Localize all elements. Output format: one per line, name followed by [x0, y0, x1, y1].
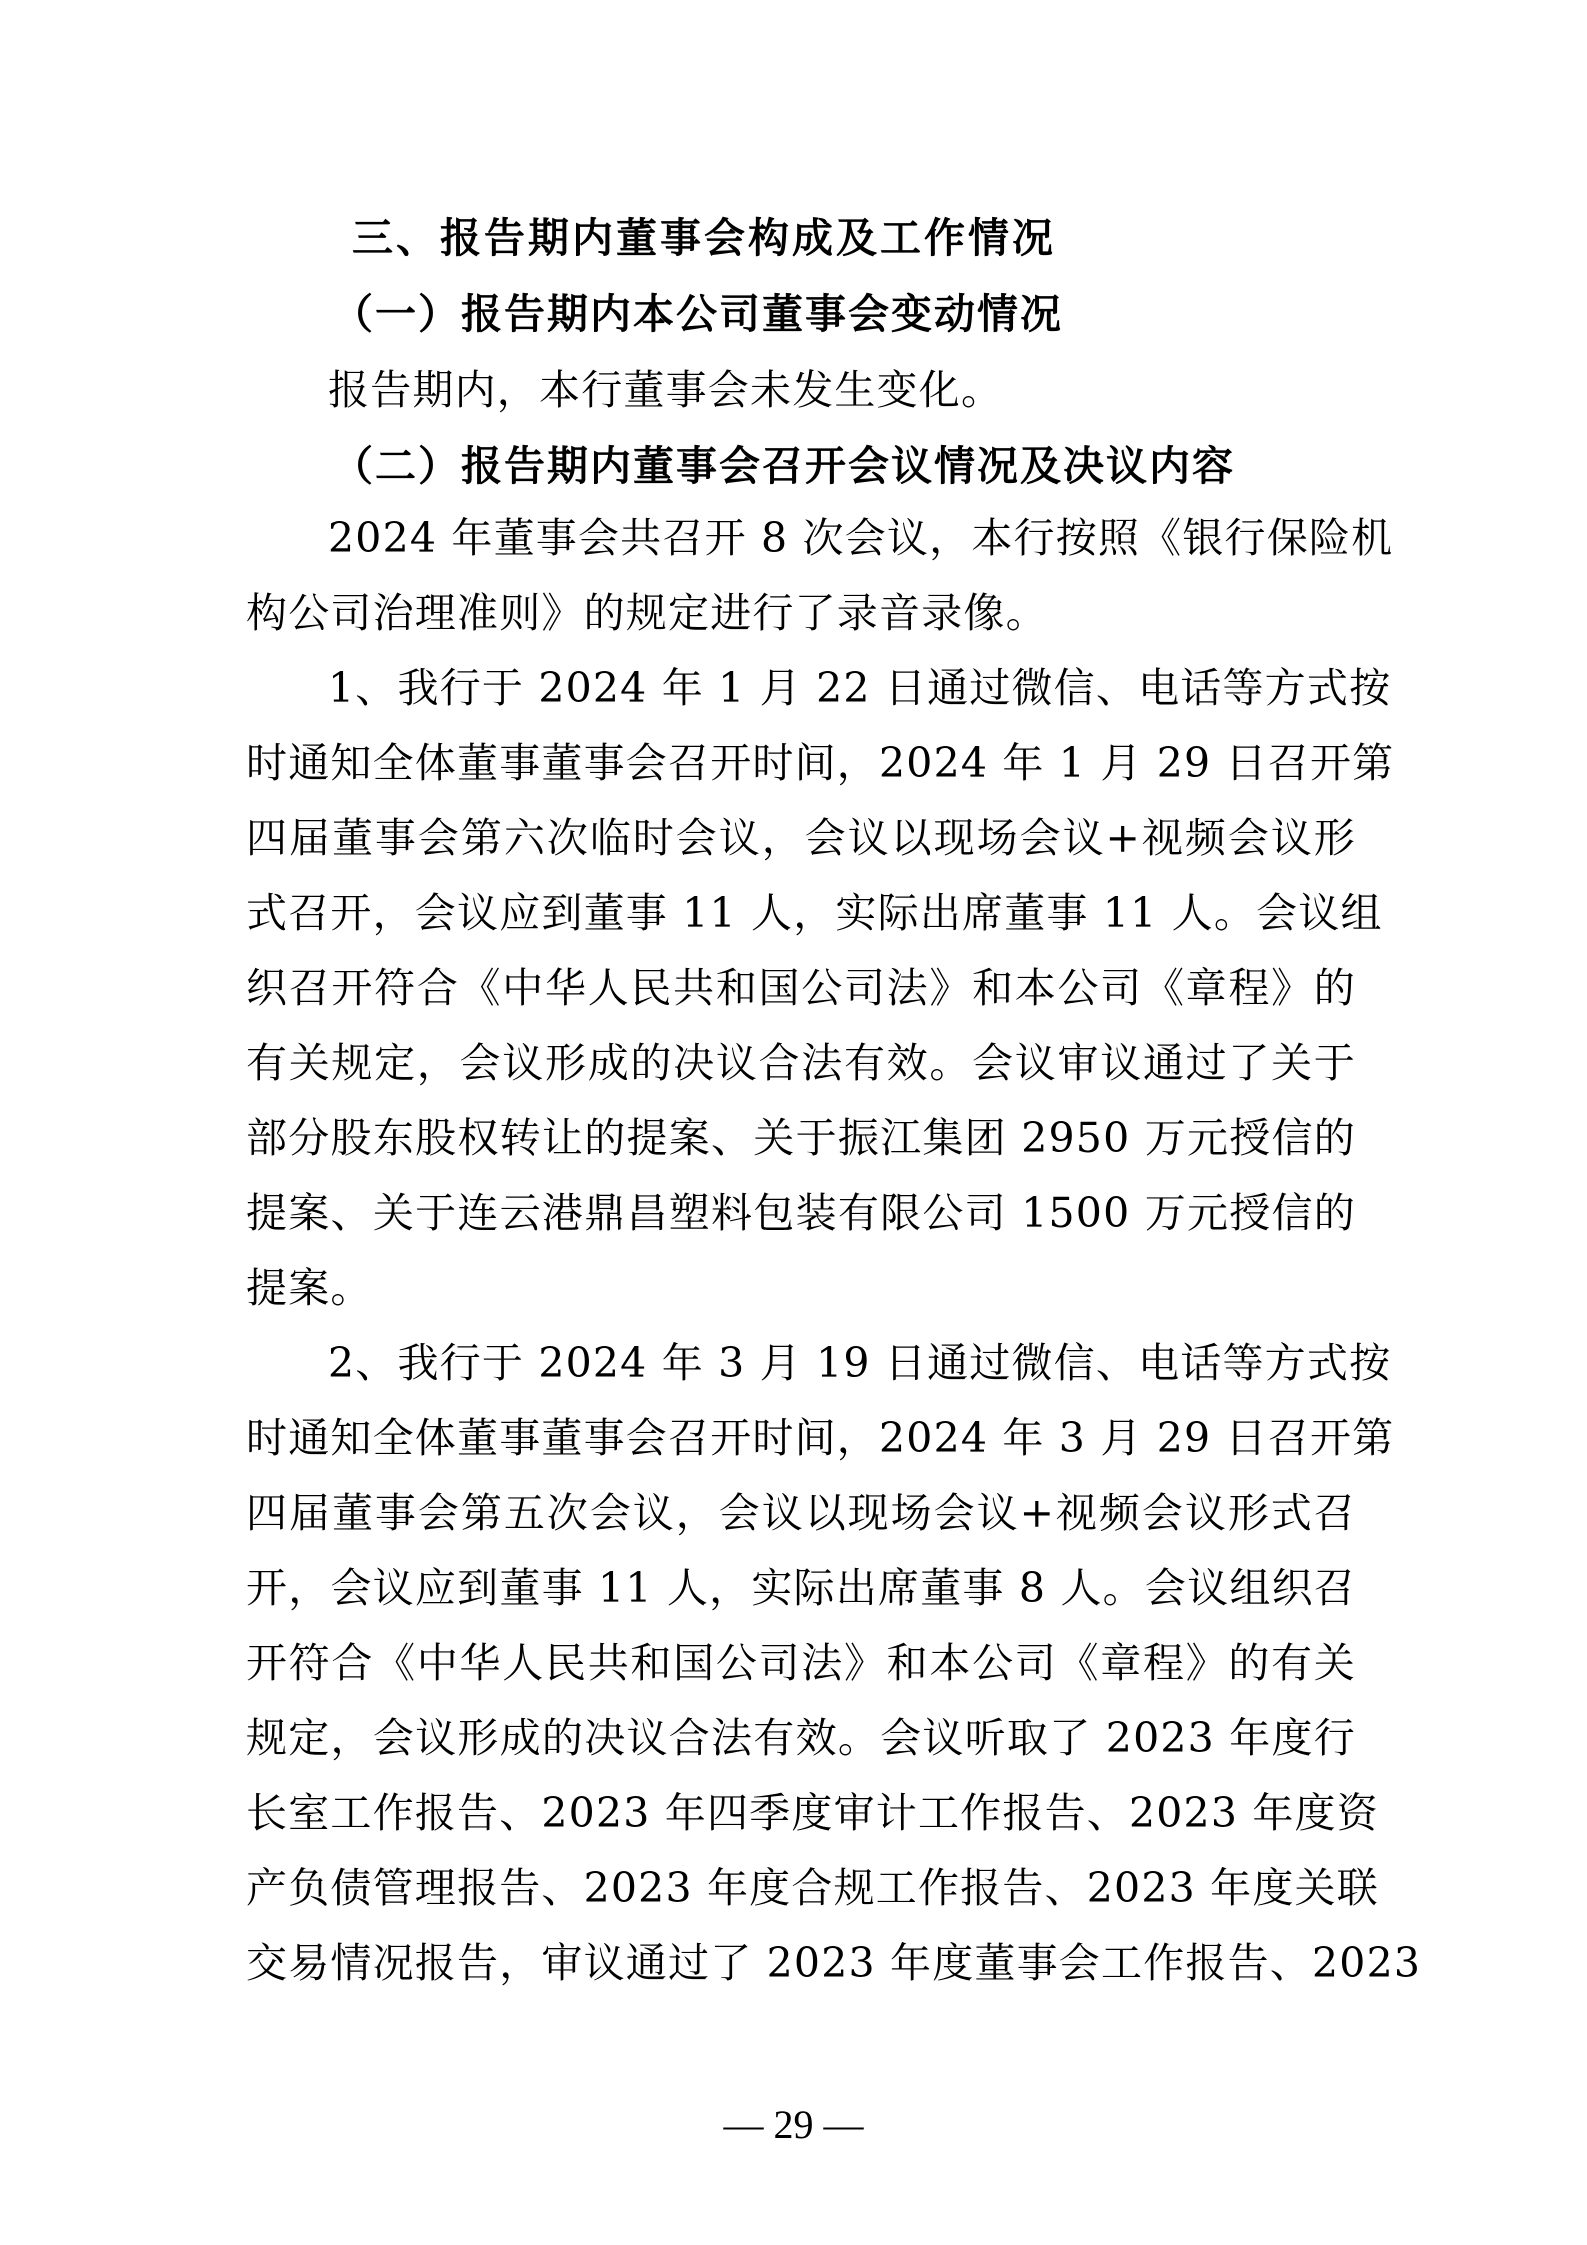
intro-line: 构公司治理准则》的规定进行了录音录像。 — [246, 589, 1048, 637]
item2-line: 长室工作报告、2023 年四季度审计工作报告、2023 年度资 — [246, 1789, 1379, 1837]
item1-line: 有关规定，会议形成的决议合法有效。会议审议通过了关于 — [246, 1039, 1356, 1087]
item1-line: 四届董事会第六次临时会议，会议以现场会议+视频会议形 — [246, 814, 1356, 862]
subsection-heading-1: （一）报告期内本公司董事会变动情况 — [332, 290, 1063, 338]
item1-line: 织召开符合《中华人民共和国公司法》和本公司《章程》的 — [246, 964, 1356, 1012]
item2-line: 规定，会议形成的决议合法有效。会议听取了 2023 年度行 — [246, 1714, 1356, 1762]
paragraph-board-changes: 报告期内，本行董事会未发生变化。 — [328, 366, 1004, 414]
item1-line: 部分股东股权转让的提案、关于振江集团 2950 万元授信的 — [246, 1114, 1356, 1162]
item2-line: 开，会议应到董事 11 人，实际出席董事 8 人。会议组织召 — [246, 1564, 1356, 1612]
item2-line: 时通知全体董事董事会召开时间，2024 年 3 月 29 日召开第 — [246, 1414, 1395, 1462]
page-number: — 29 — — [723, 2102, 864, 2147]
item1-line: 时通知全体董事董事会召开时间，2024 年 1 月 29 日召开第 — [246, 739, 1395, 787]
subsection-heading-2: （二）报告期内董事会召开会议情况及决议内容 — [332, 442, 1235, 490]
section-heading: 三、报告期内董事会构成及工作情况 — [352, 214, 1056, 262]
item1-line: 1、我行于 2024 年 1 月 22 日通过微信、电话等方式按 — [328, 664, 1392, 712]
item2-line: 2、我行于 2024 年 3 月 19 日通过微信、电话等方式按 — [328, 1339, 1392, 1387]
item2-line: 交易情况报告，审议通过了 2023 年度董事会工作报告、2023 — [246, 1939, 1422, 1987]
item1-line: 式召开，会议应到董事 11 人，实际出席董事 11 人。会议组 — [246, 889, 1383, 937]
intro-line: 2024 年董事会共召开 8 次会议，本行按照《银行保险机 — [328, 514, 1394, 562]
item2-line: 产负债管理报告、2023 年度合规工作报告、2023 年度关联 — [246, 1864, 1379, 1912]
item2-line: 开符合《中华人民共和国公司法》和本公司《章程》的有关 — [246, 1639, 1356, 1687]
item1-line: 提案、关于连云港鼎昌塑料包装有限公司 1500 万元授信的 — [246, 1189, 1356, 1237]
item2-line: 四届董事会第五次会议，会议以现场会议+视频会议形式召 — [246, 1489, 1356, 1537]
item1-line: 提案。 — [246, 1264, 373, 1312]
